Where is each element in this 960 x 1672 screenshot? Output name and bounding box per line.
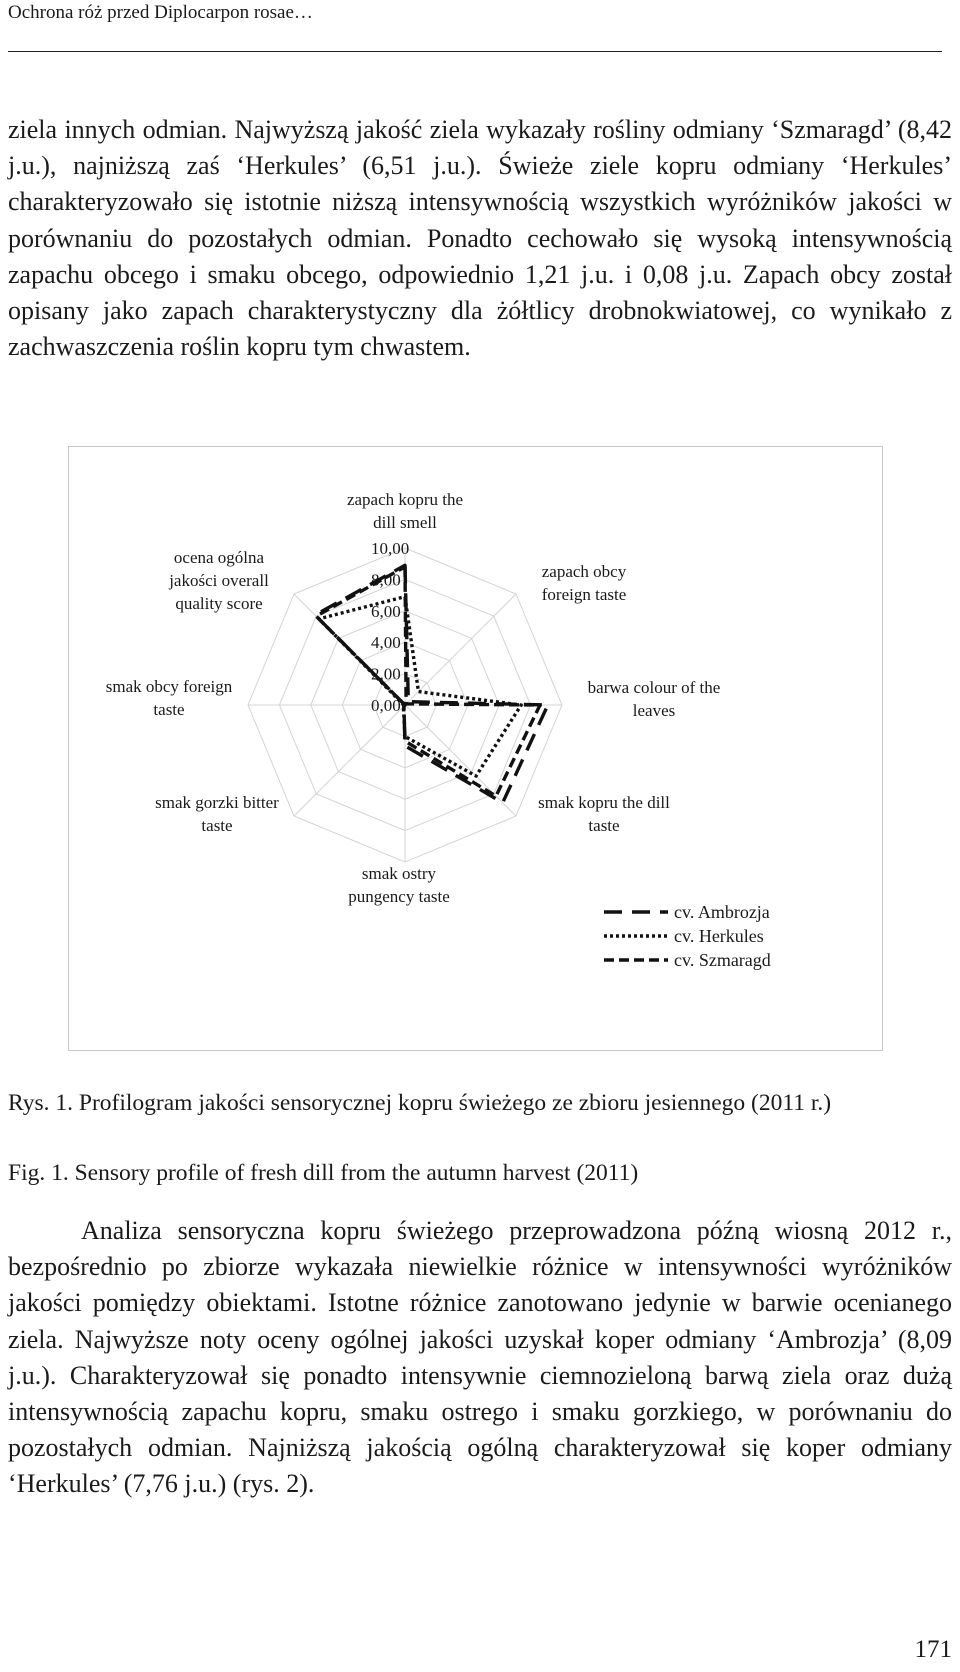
legend-label: cv. Szmaragd xyxy=(674,950,771,970)
radar-chart xyxy=(69,447,881,1049)
category-label: smak gorzki bitter taste xyxy=(155,793,279,835)
axis-tick-label: 6,00 xyxy=(371,601,401,621)
category-label: zapach kopru the dill smell xyxy=(346,490,464,532)
axis-tick-label: 0,00 xyxy=(371,696,401,715)
category-label: smak kopru the dill taste xyxy=(538,793,670,835)
radar-chart-frame xyxy=(68,446,883,1051)
axis-tick-label: 2,00 xyxy=(371,664,401,684)
axis-tick-label: 8,00 xyxy=(371,570,401,590)
header-divider xyxy=(8,51,942,52)
axis-tick-label: 10,00 xyxy=(371,539,410,558)
figure-caption-en: Fig. 1. Sensory profile of fresh dill from the autumn harvest (2011) xyxy=(8,1160,639,1186)
category-label: smak obcy foreign taste xyxy=(105,677,233,719)
category-label: zapach obcy foreign taste xyxy=(541,562,627,604)
running-header: Ochrona róż przed Diplocarpon rosae… xyxy=(8,2,313,23)
category-label: smak ostry pungency taste xyxy=(348,864,450,906)
figure-caption-pl: Rys. 1. Profilogram jakości sensorycznej kopru świeżego ze zbioru jesiennego (2011 r.) xyxy=(8,1090,832,1116)
body-paragraph-2: Analiza sensoryczna kopru świeżego przeprowadzona późną wiosną 2012 r., bezpośrednio po zbiorze wykazała niewielkie różnice w intensywności wyróżników jakości pomiędzy obiektami. Istotne różnice zanotowano jedynie w barwie ocenianego ziela. Najwyższe noty oceny ogólnej jakości uzyskał koper odmiany ‘Ambrozja’ (8,09 j.u.). Charakteryzował się ponadto intensywnie ciemnozieloną barwą ziela oraz dużą intensywnością zapachu kopru, smaku ostrego i smaku gorzkiego, w porównaniu do pozostałych odmian. Najniższą jakością ogólną charakteryzował się koper odmiany ‘Herkules’ (7,76 j.u.) (rys. 2). xyxy=(8,1216,952,1499)
legend-label: cv. Ambrozja xyxy=(674,902,770,922)
series-line-cv--ambrozja xyxy=(315,565,548,802)
body-paragraph-1: ziela innych odmian. Najwyższą jakość ziela wykazały rośliny odmiany ‘Szmaragd’ (8,42 j.u.), najniższą zaś ‘Herkules’ (6,51 j.u.). Świeże ziele kopru odmiany ‘Herkules’ charakteryzowało się istotnie niższą intensywnością wszystkich wyróżników jakości w porównaniu do pozostałych odmian. Ponadto cechowało się wysoką intensywnością zapachu obcego i smaku obcego, odpowiednio 1,21 j.u. i 0,08 j.u. Zapach obcy został opisany jako zapach charakterystyczny dla żółtlicy drobnokwiatowej, co wynikało z zachwaszczenia roślin kopru tym chwastem. xyxy=(8,115,952,362)
category-label: ocena ogólna jakości overall quality score xyxy=(169,548,269,613)
axis-tick-label: 4,00 xyxy=(371,633,401,653)
series-line-cv--herkules xyxy=(319,597,521,776)
legend-label: cv. Herkules xyxy=(674,926,764,946)
category-label: barwa colour of the leaves xyxy=(587,678,721,720)
page-number: 171 xyxy=(914,1636,952,1663)
